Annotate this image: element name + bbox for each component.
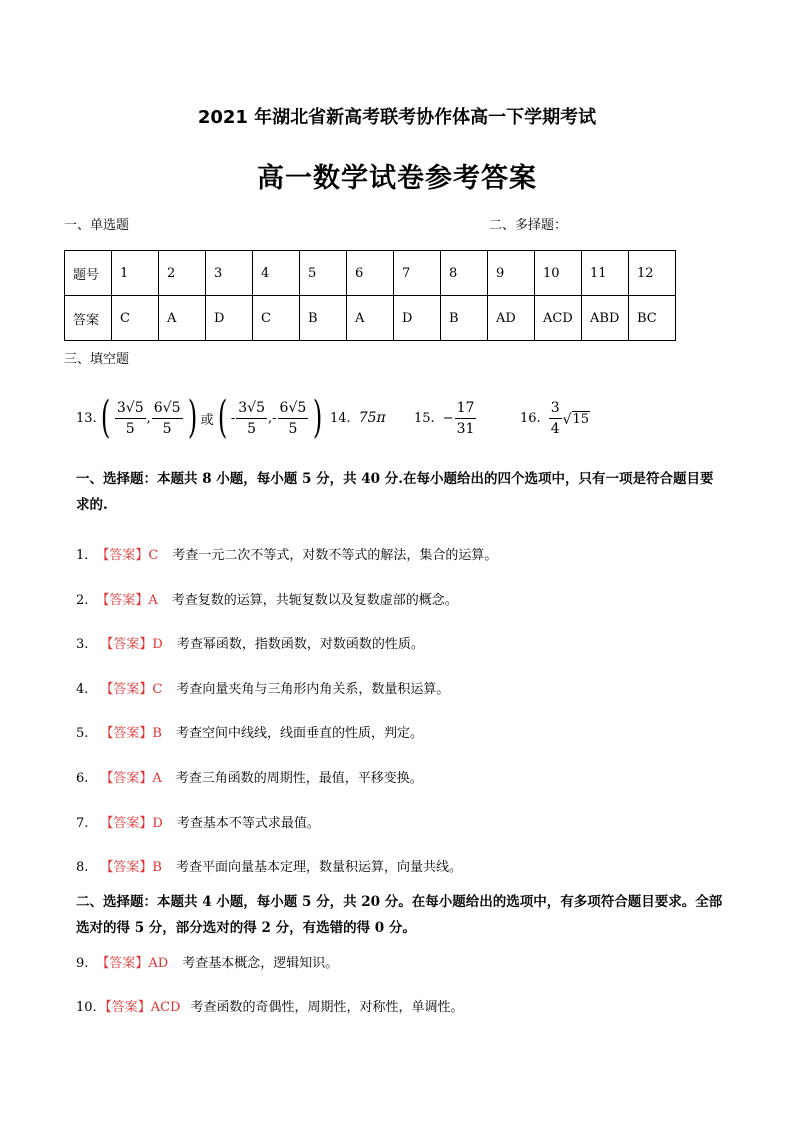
answer-explanation: 考查三角函数的周期性，最值，平移变换。 <box>175 771 423 786</box>
right-paren-icon: ) <box>187 392 197 443</box>
answer-tag: 【答案】D <box>100 816 163 831</box>
table-cell: 10 <box>535 251 582 296</box>
fraction-numerator: 3√5 <box>236 399 267 419</box>
table-cell: 4 <box>253 251 300 296</box>
answer-line <box>76 767 423 786</box>
q15-answer <box>414 392 477 444</box>
answer-tag: 【答案】ACD <box>98 1000 181 1015</box>
table-cell: 11 <box>582 251 629 296</box>
question-number: 6. <box>76 771 89 786</box>
exam-subtitle: 2021 年湖北省新高考联考协作体高一下学期考试 <box>197 107 597 128</box>
table-cell: AD <box>488 296 535 341</box>
question-number: 2. <box>76 593 89 608</box>
left-paren-icon: ( <box>217 392 227 443</box>
table-cell: A <box>159 296 206 341</box>
answer-line <box>76 722 423 741</box>
q13-answer <box>76 392 326 444</box>
table-cell: D <box>394 296 441 341</box>
answer-explanation: 考查基本不等式求最值。 <box>176 816 320 831</box>
fraction <box>278 399 309 438</box>
table-header-cell: 答案 <box>65 296 112 341</box>
fraction-numerator: 17 <box>455 399 477 419</box>
answer-explanation: 考查空间中线线，线面垂直的性质，判定。 <box>175 726 423 741</box>
fraction-numerator: 6√5 <box>278 399 309 419</box>
question-number: 1. <box>76 548 89 563</box>
part2-heading: 二、选择题：本题共 4 小题，每小题 5 分，共 20 分。在每小题给出的选项中，有多项符合题目要求。全部选对的得 5 分，部分选对的得 2 分，有选错的得 0 分。 <box>76 894 723 936</box>
radicand: 15 <box>572 411 590 427</box>
table-cell: 5 <box>300 251 347 296</box>
question-number: 3. <box>76 637 89 652</box>
table-cell: D <box>206 296 253 341</box>
answer-tag: 【答案】A <box>96 593 158 608</box>
fraction-denominator: 5 <box>125 420 135 437</box>
q16-label: 16. <box>520 410 541 426</box>
answer-explanation: 考查基本概念，逻辑知识。 <box>182 956 339 971</box>
table-row-numbers <box>65 251 676 296</box>
table-cell: 2 <box>159 251 206 296</box>
comma-minus: ,- <box>268 410 277 426</box>
table-cell: B <box>300 296 347 341</box>
section-single-choice: 一、单选题 <box>64 218 130 233</box>
section-fill-blank: 三、填空题 <box>64 352 130 367</box>
answer-line <box>76 544 497 563</box>
answer-line <box>76 812 320 831</box>
q14-label: 14. <box>330 410 351 426</box>
answer-tag: 【答案】C <box>100 682 163 697</box>
answer-tag: 【答案】B <box>100 860 162 875</box>
left-paren-icon: ( <box>100 392 110 443</box>
table-row-answers <box>65 296 676 341</box>
or-word: 或 <box>200 412 214 428</box>
page-title: 高一数学试卷参考答案 <box>257 163 537 194</box>
table-cell: 7 <box>394 251 441 296</box>
square-root <box>563 409 590 428</box>
table-cell: ABD <box>582 296 629 341</box>
table-cell: 9 <box>488 251 535 296</box>
fraction <box>115 399 146 438</box>
table-cell: ACD <box>535 296 582 341</box>
fraction-numerator: 3√5 <box>115 399 146 419</box>
answer-line <box>76 678 449 697</box>
question-number: 10. <box>76 1000 97 1015</box>
fraction <box>455 399 477 438</box>
answer-tag: 【答案】D <box>100 637 163 652</box>
answer-line <box>76 856 462 875</box>
fraction <box>152 399 183 438</box>
q16-answer <box>520 392 590 444</box>
table-cell: C <box>112 296 159 341</box>
q15-label: 15. <box>414 410 435 426</box>
fraction <box>236 399 267 438</box>
answer-explanation: 考查平面向量基本定理，数量积运算，向量共线。 <box>175 860 462 875</box>
answer-explanation: 考查复数的运算，共轭复数以及复数虚部的概念。 <box>171 593 458 608</box>
answer-tag: 【答案】A <box>100 771 162 786</box>
fraction <box>549 399 562 438</box>
q14-answer <box>330 392 386 444</box>
table-cell: 1 <box>112 251 159 296</box>
table-cell: A <box>347 296 394 341</box>
question-number: 8. <box>76 860 89 875</box>
table-cell: 12 <box>629 251 676 296</box>
minus-sign: - <box>230 410 236 426</box>
right-paren-icon: ) <box>313 392 323 443</box>
answer-table <box>64 250 676 341</box>
fraction-denominator: 5 <box>288 420 298 437</box>
fraction-denominator: 4 <box>550 420 560 437</box>
fraction-denominator: 31 <box>456 420 475 437</box>
question-number: 7. <box>76 816 89 831</box>
table-cell: BC <box>629 296 676 341</box>
table-cell: C <box>253 296 300 341</box>
answer-line <box>76 589 458 608</box>
table-cell: 3 <box>206 251 253 296</box>
answer-tag: 【答案】B <box>100 726 162 741</box>
fraction-numerator: 6√5 <box>152 399 183 419</box>
table-header-cell: 题号 <box>65 251 112 296</box>
answer-tag: 【答案】AD <box>96 956 169 971</box>
part1-heading: 一、选择题：本题共 8 小题，每小题 5 分，共 40 分.在每小题给出的四个选项中，只有一项是符合题目要求的. <box>76 471 714 513</box>
question-number: 9. <box>76 956 89 971</box>
q14-value: 75π <box>358 410 386 426</box>
section-multi-choice: 二、多择题： <box>489 218 568 233</box>
fraction-denominator: 5 <box>162 420 172 437</box>
table-cell: 6 <box>347 251 394 296</box>
answer-line <box>76 633 424 652</box>
answer-explanation: 考查一元二次不等式，对数不等式的解法，集合的运算。 <box>172 548 498 563</box>
answer-explanation: 考查函数的奇偶性，周期性，对称性，单调性。 <box>190 1000 464 1015</box>
answer-line <box>76 952 338 971</box>
answer-line <box>76 996 463 1015</box>
answer-explanation: 考查幂函数，指数函数，对数函数的性质。 <box>176 637 424 652</box>
fraction-numerator: 3 <box>549 399 562 419</box>
question-number: 4. <box>76 682 89 697</box>
comma: , <box>146 410 151 426</box>
radical-icon: √ <box>562 411 572 428</box>
table-cell: B <box>441 296 488 341</box>
minus-sign: − <box>442 410 454 426</box>
fraction-denominator: 5 <box>247 420 257 437</box>
answer-explanation: 考查向量夹角与三角形内角关系，数量积运算。 <box>176 682 450 697</box>
table-cell: 8 <box>441 251 488 296</box>
question-number: 5. <box>76 726 89 741</box>
answer-tag: 【答案】C <box>96 548 159 563</box>
q13-label: 13. <box>76 410 97 426</box>
